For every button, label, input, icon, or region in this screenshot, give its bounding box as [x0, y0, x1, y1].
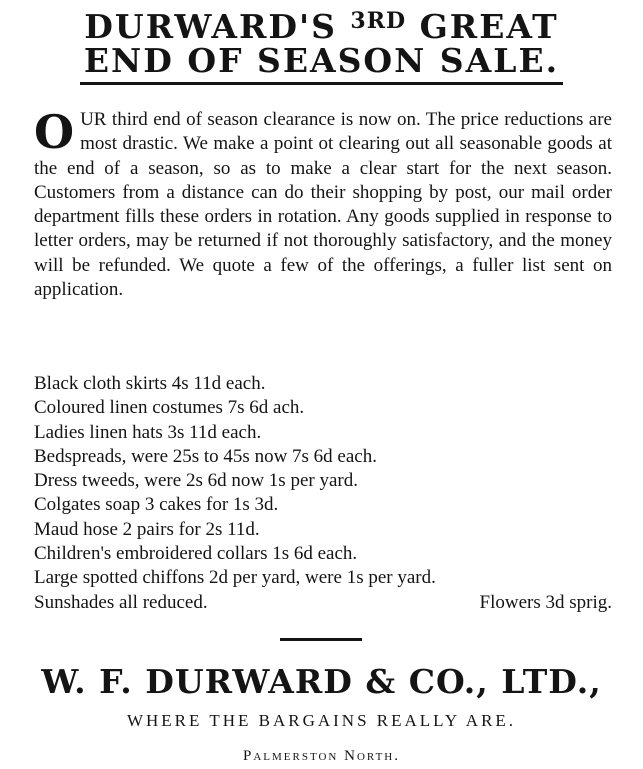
drop-cap-letter: O	[34, 105, 75, 159]
company-tagline: WHERE THE BARGAINS REALLY ARE.	[126, 711, 517, 730]
list-item-final-row	[34, 591, 612, 615]
company-location: Palmerston North.	[243, 748, 400, 764]
company-name: W. F. DURWARD & CO., LTD.,	[41, 662, 602, 701]
list-item: Colgates soap 3 cakes for 1s 3d.	[34, 494, 279, 516]
list-item: Bedspreads, were 25s to 45s now 7s 6d each.	[34, 445, 377, 467]
intro-text: UR third end of season clearance is now on. The price reductions are most drastic. We make a point ot clearing out all seasonable goods at the end of a season, so as to make a clear start for the next season. Customers from a distance can do their shopping by post, our mail order department fills these orders in rotation. Any goods supplied in response to letter orders, may be returned if not thoroughly satisfactory, and the money will be refunded. We quote a few of the offerings, a fuller list sent on application.	[34, 109, 612, 301]
flowers-item: Flowers 3d sprig.	[479, 591, 612, 613]
sunshades-item: Sunshades all reduced.	[34, 591, 208, 613]
list-item: Coloured linen costumes 7s 6d ach.	[34, 397, 305, 419]
list-item: Large spotted chiffons 2d per yard, were 1s per yard.	[34, 567, 436, 589]
headline-prefix: DURWARD'S	[84, 7, 351, 46]
headline-sale-title: END OF SEASON SALE.	[80, 41, 563, 85]
intro-paragraph	[34, 105, 612, 302]
list-item: Black cloth skirts 4s 11d each.	[34, 373, 266, 394]
list-item: Ladies linen hats 3s 11d each.	[34, 421, 262, 443]
section-divider	[280, 638, 362, 641]
headline-suffix: GREAT	[406, 7, 559, 46]
list-item: Children's embroidered collars 1s 6d each.	[34, 543, 358, 565]
headline-line-1	[0, 2, 643, 46]
offerings-list	[34, 372, 612, 615]
headline-line-2	[0, 42, 643, 80]
list-item: Dress tweeds, were 2s 6d now 1s per yard.	[34, 470, 358, 492]
headline-ordinal: 3RD	[350, 8, 407, 34]
list-item: Maud hose 2 pairs for 2s 11d.	[34, 518, 260, 540]
